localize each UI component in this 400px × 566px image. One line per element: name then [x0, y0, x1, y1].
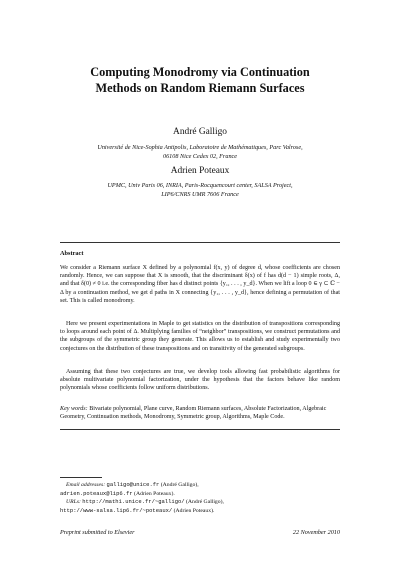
affiliation-line-2: 06108 Nice Cedex 02, France: [162, 153, 238, 160]
url-owner: (André Galligo),: [186, 499, 224, 506]
paper-title: [40, 64, 360, 96]
footnote-emails: [60, 481, 350, 515]
preprint-note: Preprint submitted to Elsevier: [60, 529, 135, 536]
author-affiliation: [55, 181, 345, 199]
abstract-paragraph-1: We consider a Riemann surface X defined by a polynomial f(x, y) of degree d, whose coefficients are chosen randomly. Hence, we can suppose that X is smooth, that the discriminant δ(x) of f has d(d − 1) simple roots, Δ, and that δ(0) ≠ 0 i.e. the corresponding fiber has d distinct points {y₁, . . . , y_d}. When we lift a loop 0 ∈ γ ⊂ ℂ − Δ by a continuation method, we get d paths in X connecting {y₁, . . . , y_d}, hence defining a permutation of that set. This is called monodromy.: [60, 265, 340, 304]
email-label: Email addresses:: [66, 482, 106, 488]
title-line-1: Computing Monodromy via Continuation: [90, 65, 310, 79]
author-name: André Galligo: [173, 127, 227, 137]
affiliation-line-1: Université de Nice-Sophia Antipolis, Laboratoire de Mathématiques, Parc Valrose,: [97, 144, 303, 151]
abstract-bottom-rule: [60, 429, 340, 430]
email-link[interactable]: galligo@unice.fr: [106, 481, 160, 488]
footnote-rule: [60, 477, 102, 478]
url-link[interactable]: http://www-salsa.lip6.fr/~poteaux/: [60, 506, 173, 514]
affiliation-line-1: UPMC, Univ Paris 06, INRIA, Paris-Rocquencourt center, SALSA Project,: [107, 182, 293, 189]
abstract-paragraph-3: Assuming that these two conjectures are true, we develop tools allowing fast probabilistic algorithms for absolute multivariate polynomial factorization, under the hypothesis that the factors behave like random polynomials whose coefficients follow uniform distributions.: [60, 369, 340, 392]
keywords-text: Bivariate polynomial, Plane curve, Random Riemann surfaces, Absolute Factorization, Algebraic Geometry, Continuation methods, Monodromy, Symmetric group, Algorithms, Maple Code.: [60, 406, 327, 421]
abstract-heading: Abstract: [60, 250, 84, 257]
author-name: Adrien Poteaux: [170, 166, 230, 176]
affiliation-line-2: LIP6/CNRS UMR 7606 France: [161, 191, 239, 198]
email-owner: (André Galligo),: [160, 482, 199, 488]
keywords-label: Key words:: [60, 406, 88, 412]
abstract-paragraph-2: Here we present experimentations in Maple to get statistics on the distribution of transpositions corresponding to loops around each point of Δ. Multiplying families of “neighbor” transpositions, we construct permutations and the subgroups of the symmetric group they generate. This allows us to establish and study experimentally two conjectures on the distribution of these transpositions and on transitivity of the generated subgroups.: [60, 321, 340, 352]
urls-label: URLs:: [66, 499, 81, 506]
preprint-date: 22 November 2010: [292, 529, 340, 536]
email-owner: (Adrien Poteaux).: [134, 490, 175, 497]
title-line-2: Methods on Random Riemann Surfaces: [95, 81, 305, 95]
url-link[interactable]: http://math1.unice.fr/~galligo/: [82, 498, 185, 506]
email-link[interactable]: adrien.poteaux@lip6.fr: [60, 489, 133, 497]
author-affiliation: [55, 143, 345, 161]
abstract-top-rule: [60, 242, 340, 243]
url-owner: (Adrien Poteaux).: [173, 507, 215, 514]
keywords: [60, 405, 340, 421]
